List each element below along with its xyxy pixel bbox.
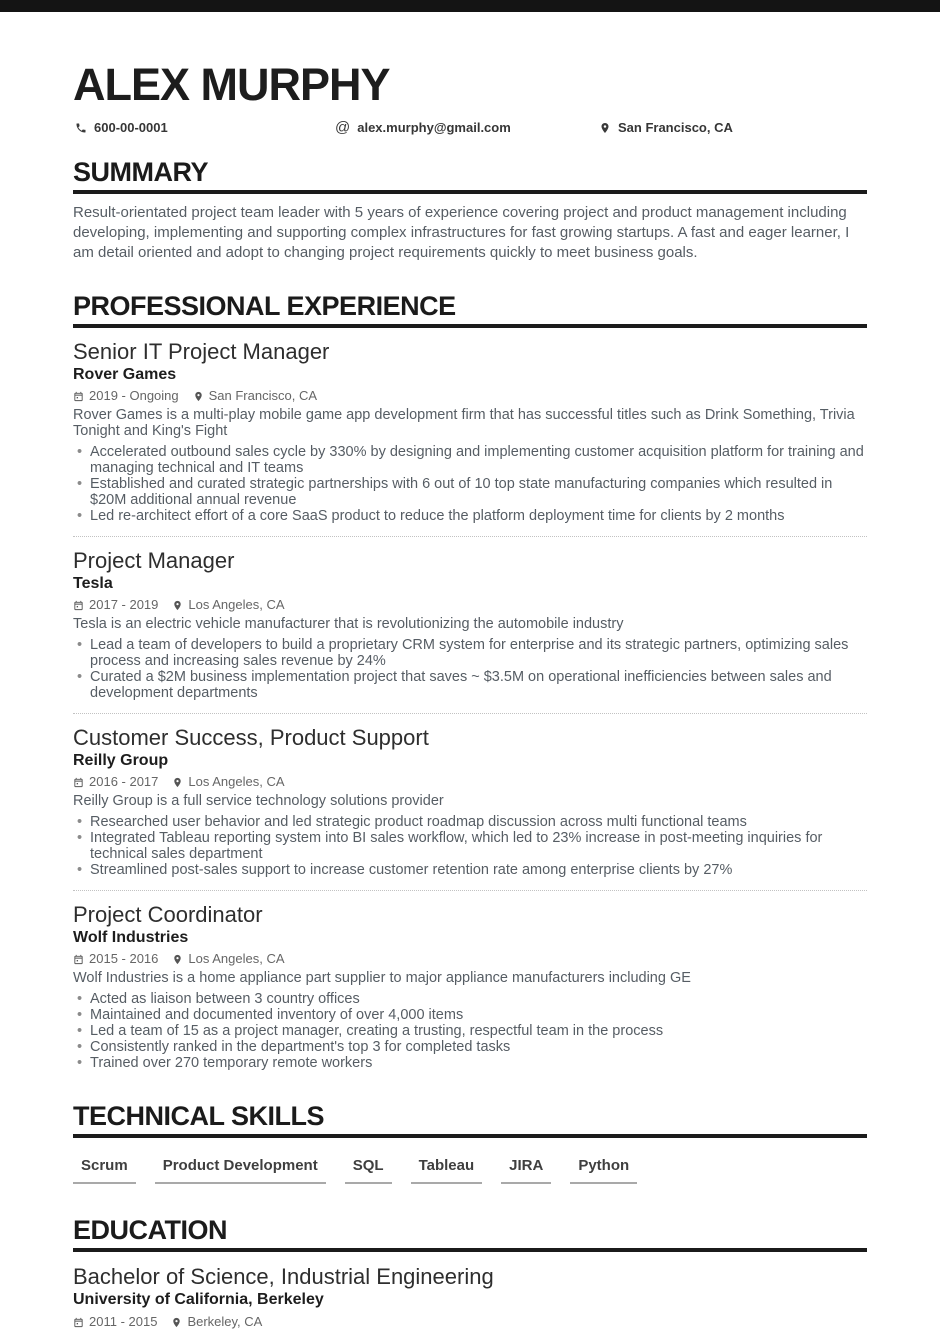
skill-item: JIRA xyxy=(501,1157,551,1184)
skill-item: Tableau xyxy=(411,1157,483,1184)
location-pin-icon xyxy=(193,391,204,402)
bullet-item: • Accelerated outbound sales cycle by 330% by designing and implementing customer acquisition platform for training and managing technical and IT teams xyxy=(73,444,867,476)
bullet-item: • Led a team of 15 as a project manager, creating a trusting, respectful team in the process xyxy=(73,1023,867,1039)
education-location-group xyxy=(171,1315,262,1329)
job-company: Rover Games xyxy=(73,366,177,383)
bullet-item: • Trained over 270 temporary remote workers xyxy=(73,1055,867,1071)
job-meta xyxy=(73,598,867,612)
job-bullets xyxy=(73,991,867,1071)
bullet-item: • Acted as liaison between 3 country offices xyxy=(73,991,867,1007)
job-title: Project Manager xyxy=(73,548,235,573)
job-bullets xyxy=(73,444,867,524)
at-icon: @ xyxy=(335,118,351,136)
location-pin-icon xyxy=(172,954,183,965)
bullet-item: • Consistently ranked in the department's top 3 for completed tasks xyxy=(73,1039,867,1055)
education-meta xyxy=(73,1315,867,1329)
job-bullets xyxy=(73,814,867,878)
phone-icon xyxy=(75,122,87,134)
skill-item: Python xyxy=(570,1157,637,1184)
job-company: Wolf Industries xyxy=(73,929,189,946)
candidate-name: ALEX MURPHY xyxy=(73,59,390,110)
company-description: Wolf Industries is a home appliance part supplier to major appliance manufacturers including GE xyxy=(73,970,691,986)
summary-text: Result-orientated project team leader with 5 years of experience covering project and product management including developing, implementing and supporting complex infrastructures for fast growing startups. A fast and eager learner, I am detail oriented and adopt to changing project requirements quickly to meet business goals. xyxy=(73,204,850,261)
job-title: Project Coordinator xyxy=(73,902,263,927)
location-pin-icon xyxy=(172,777,183,788)
summary-section xyxy=(73,157,867,263)
job-dates: 2016 - 2017 xyxy=(89,774,159,789)
bullet-item: • Integrated Tableau reporting system into BI sales workflow, which led to 23% increase in post-meeting inquiries for technical sales department xyxy=(73,830,867,862)
job-entry xyxy=(73,891,867,1071)
job-entry xyxy=(73,714,867,878)
job-location: Los Angeles, CA xyxy=(188,597,285,612)
job-meta xyxy=(73,389,867,403)
bullet-item: • Lead a team of developers to build a proprietary CRM system for enterprise and its strategic partners, optimizing sales process and increasing sales revenue by 24% xyxy=(73,637,867,669)
degree-title: Bachelor of Science, Industrial Engineering xyxy=(73,1264,494,1289)
location-text: San Francisco, CA xyxy=(618,120,733,135)
experience-title: PROFESSIONAL EXPERIENCE xyxy=(73,291,867,328)
location-pin-icon xyxy=(172,600,183,611)
calendar-icon xyxy=(73,1317,84,1328)
skill-item: Product Development xyxy=(155,1157,326,1184)
job-bullets xyxy=(73,637,867,701)
skill-item: Scrum xyxy=(73,1157,136,1184)
calendar-icon xyxy=(73,391,84,402)
company-description: Rover Games is a multi-play mobile game app development firm that has successful titles such as Drink Something, Trivia Tonight and King's Fight xyxy=(73,407,855,439)
job-location-group xyxy=(193,389,317,403)
job-location: Los Angeles, CA xyxy=(188,951,285,966)
phone-number: 600-00-0001 xyxy=(94,120,168,135)
bullet-item: • Established and curated strategic partnerships with 6 out of 10 top state manufacturing companies which resulted in $20M additional annual revenue xyxy=(73,476,867,508)
education-title: EDUCATION xyxy=(73,1215,867,1252)
company-description: Tesla is an electric vehicle manufacturer that is revolutionizing the automobile industry xyxy=(73,616,624,632)
location-contact xyxy=(599,120,733,135)
calendar-icon xyxy=(73,954,84,965)
job-meta xyxy=(73,952,867,966)
bullet-item: • Researched user behavior and led strategic product roadmap discussion across multi functional teams xyxy=(73,814,867,830)
skill-item: SQL xyxy=(345,1157,392,1184)
job-meta xyxy=(73,775,867,789)
skill-row xyxy=(73,1157,867,1184)
job-dates: 2017 - 2019 xyxy=(89,597,159,612)
job-location-group xyxy=(172,952,284,966)
job-dates: 2015 - 2016 xyxy=(89,951,159,966)
job-company: Reilly Group xyxy=(73,752,169,769)
job-title: Senior IT Project Manager xyxy=(73,339,330,364)
location-pin-icon xyxy=(171,1317,182,1328)
contact-row xyxy=(73,120,867,137)
phone-contact xyxy=(75,120,168,135)
bullet-item: • Streamlined post-sales support to increase customer retention rate among enterprise clients by 27% xyxy=(73,862,867,878)
job-entry xyxy=(73,537,867,701)
education-dates: 2011 - 2015 xyxy=(89,1314,158,1329)
job-location-group xyxy=(172,598,284,612)
experience-section xyxy=(73,291,867,1071)
education-section xyxy=(73,1215,867,1329)
calendar-icon xyxy=(73,600,84,611)
skills-title: TECHNICAL SKILLS xyxy=(73,1101,867,1138)
top-dark-bar xyxy=(0,0,940,12)
bullet-item: • Led re-architect effort of a core SaaS product to reduce the platform deployment time for clients by 2 months xyxy=(73,508,867,524)
calendar-icon xyxy=(73,777,84,788)
email-contact xyxy=(335,120,511,135)
school-name: University of California, Berkeley xyxy=(73,1291,324,1308)
job-title: Customer Success, Product Support xyxy=(73,725,429,750)
job-location-group xyxy=(172,775,284,789)
job-company: Tesla xyxy=(73,575,113,592)
job-location: Los Angeles, CA xyxy=(188,774,285,789)
location-pin-icon xyxy=(599,122,611,134)
email-address: alex.murphy@gmail.com xyxy=(357,120,511,135)
job-entry xyxy=(73,328,867,524)
company-description: Reilly Group is a full service technology solutions provider xyxy=(73,793,444,809)
bullet-item: • Curated a $2M business implementation project that saves ~ $3.5M on operational inefficiencies between sales and development departments xyxy=(73,669,867,701)
education-location: Berkeley, CA xyxy=(187,1314,263,1329)
summary-title: SUMMARY xyxy=(73,157,867,194)
skills-section xyxy=(73,1101,867,1184)
job-dates: 2019 - Ongoing xyxy=(89,388,179,403)
job-location: San Francisco, CA xyxy=(208,388,317,403)
bullet-item: • Maintained and documented inventory of over 4,000 items xyxy=(73,1007,867,1023)
